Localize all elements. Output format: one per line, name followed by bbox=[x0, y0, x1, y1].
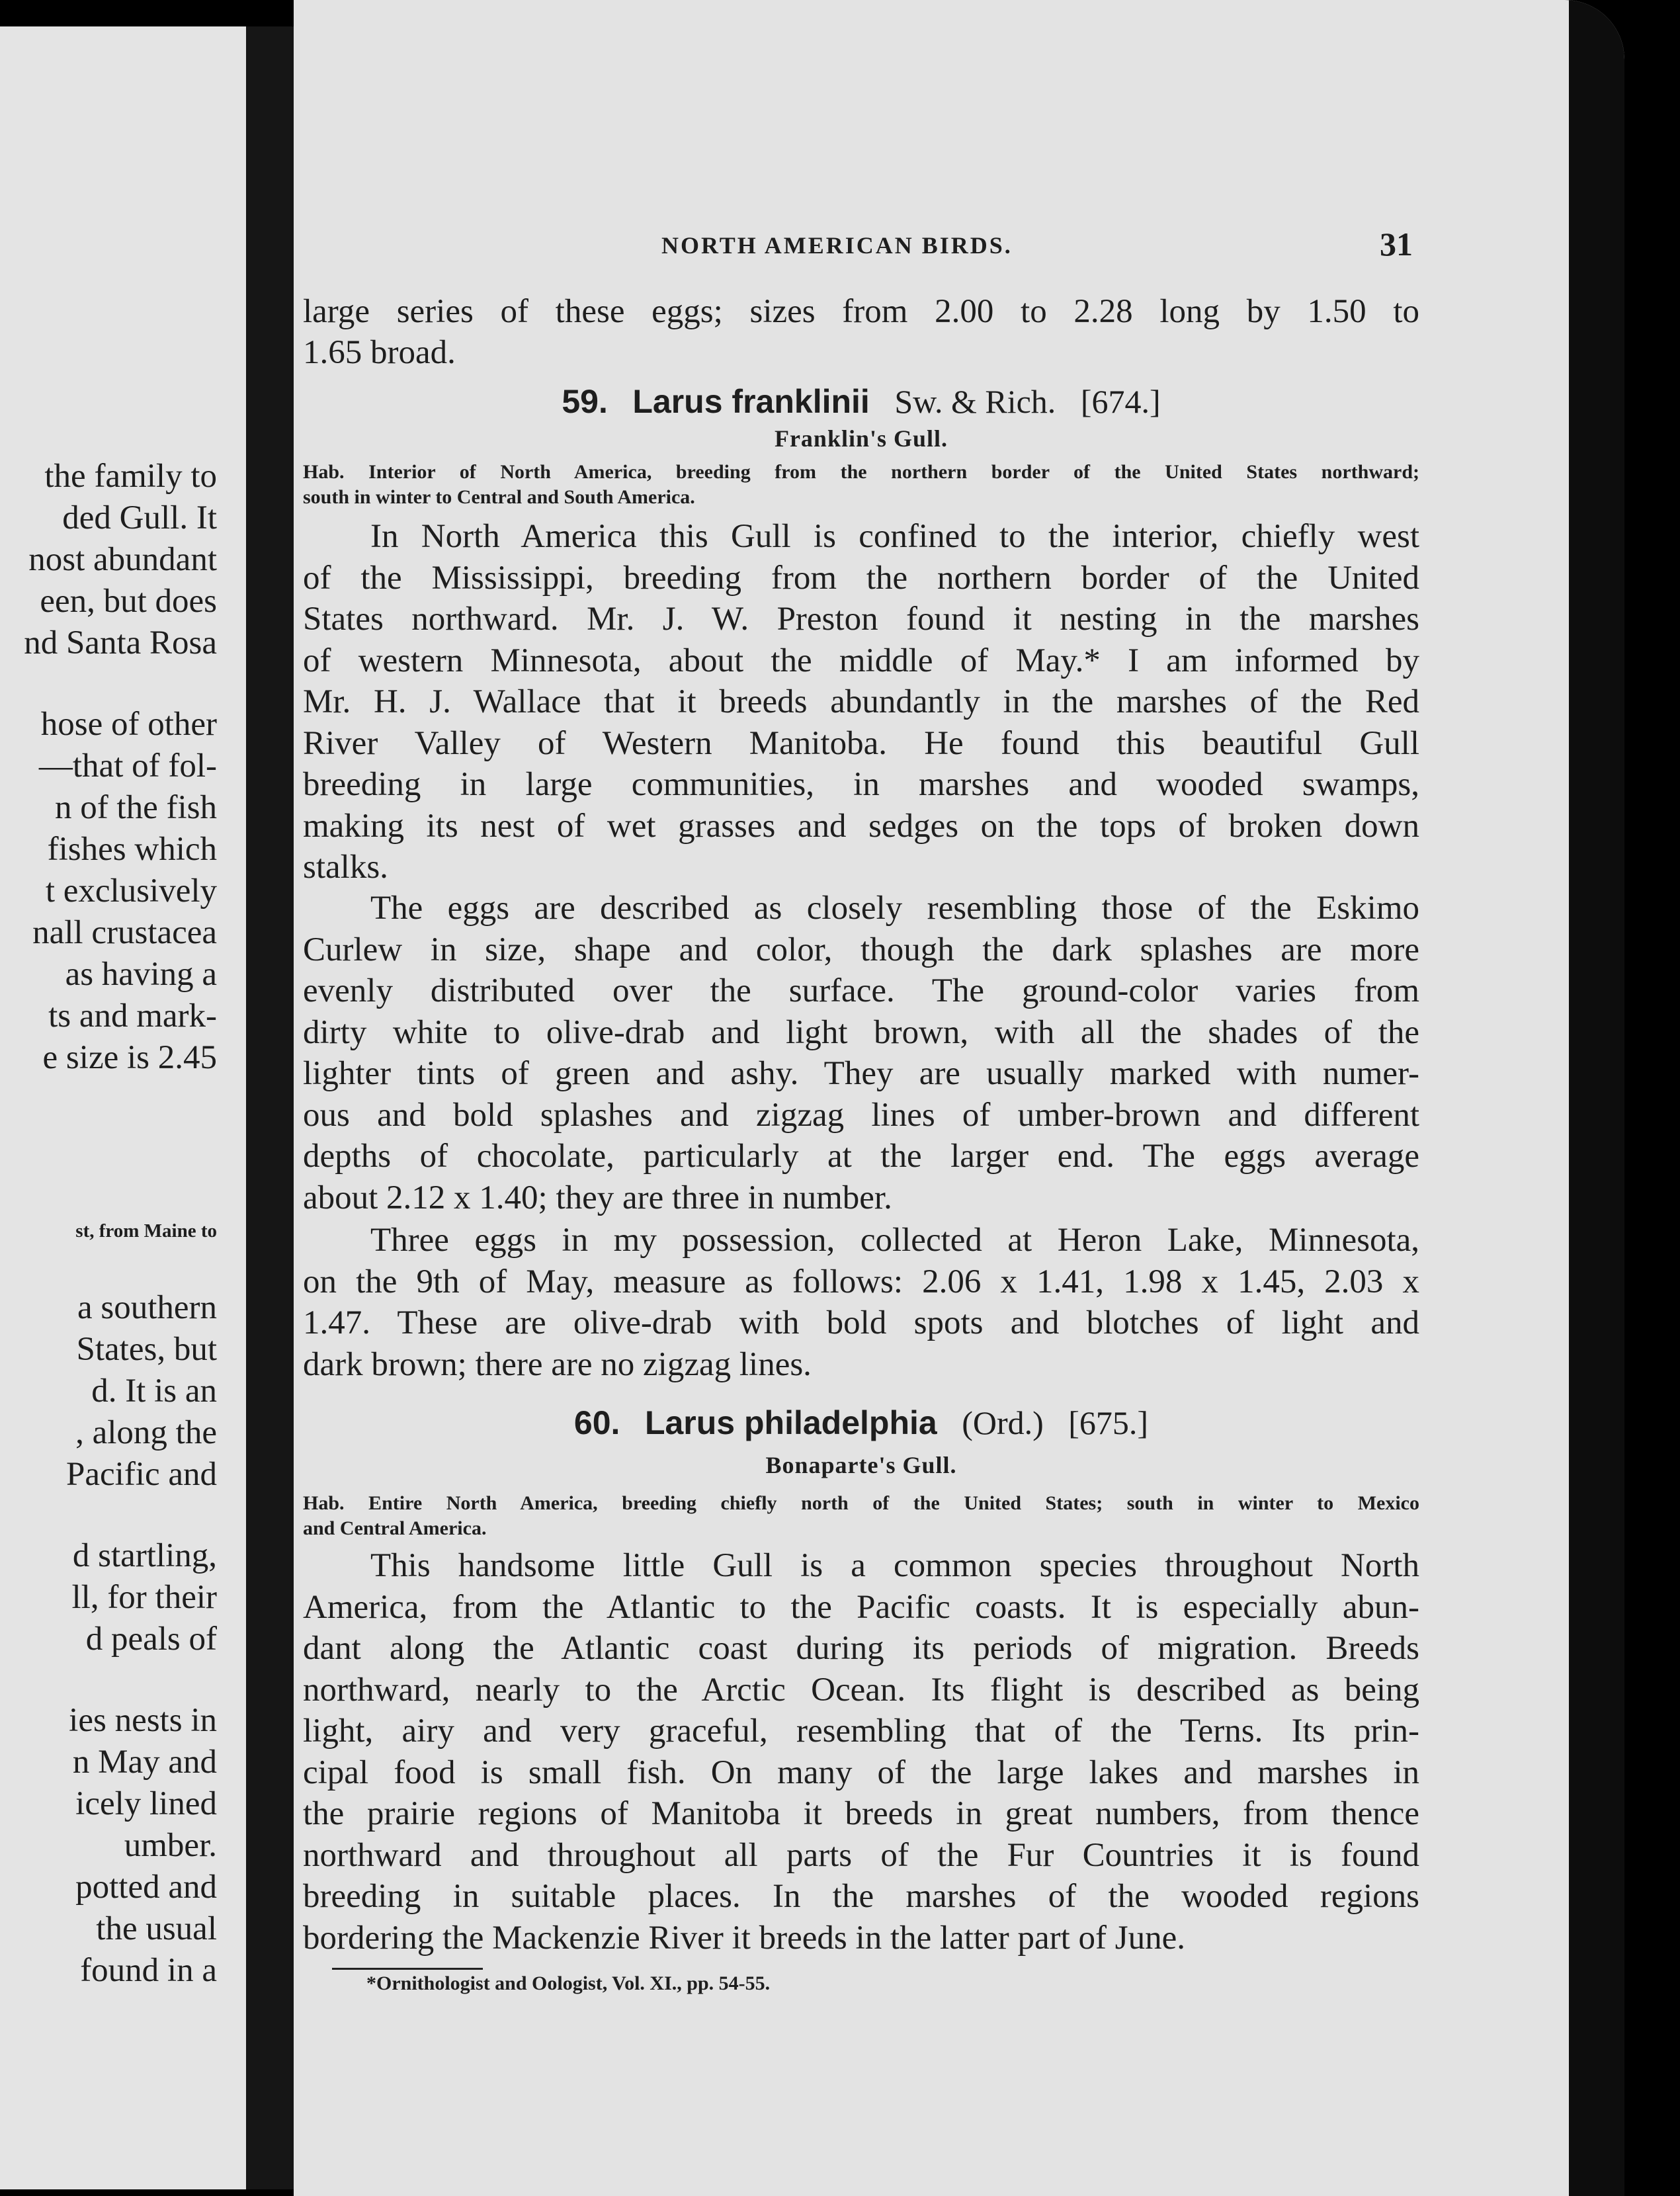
paragraph-line: light, airy and very graceful, resembling that of the Terns. Its prin- bbox=[303, 1712, 1419, 1750]
left-page-line: ies nests in bbox=[69, 1702, 217, 1739]
left-page-line: States, but bbox=[76, 1331, 217, 1368]
aou-number: [675.] bbox=[1068, 1404, 1149, 1441]
paragraph-line: Mr. H. J. Wallace that it breeds abundantly in the marshes of the Red bbox=[303, 683, 1419, 720]
habitat-line: Hab. Entire North America, breeding chiefly north of the United States; south in winter to Mexico bbox=[303, 1492, 1419, 1514]
left-page-line: the family to bbox=[44, 458, 217, 495]
left-page-line: e size is 2.45 bbox=[42, 1039, 217, 1076]
paragraph-line: River Valley of Western Manitoba. He found this beautiful Gull bbox=[303, 725, 1419, 762]
paragraph-line: depths of chocolate, particularly at the larger end. The eggs average bbox=[303, 1138, 1419, 1175]
left-page-line: umber. bbox=[124, 1827, 217, 1864]
species-authority: (Ord.) bbox=[962, 1404, 1044, 1441]
paragraph-line: dant along the Atlantic coast during its periods of migration. Breeds bbox=[303, 1630, 1419, 1667]
paragraph-line: breeding in suitable places. In the marshes of the wooded regions bbox=[303, 1878, 1419, 1915]
footnote-rule bbox=[332, 1968, 483, 1970]
paragraph-line: Three eggs in my possession, collected at Heron Lake, Minnesota, bbox=[370, 1222, 1419, 1259]
species-latin-name: Larus philadelphia bbox=[644, 1404, 937, 1441]
left-page-line: t exclusively bbox=[45, 872, 217, 909]
species-latin-name: Larus franklinii bbox=[632, 383, 870, 420]
paragraph-line: on the 9th of May, measure as follows: 2.06 x 1.41, 1.98 x 1.45, 2.03 x bbox=[303, 1263, 1419, 1300]
paragraph-line: ous and bold splashes and zigzag lines of umber-brown and different bbox=[303, 1097, 1419, 1134]
paragraph-line: 1.47. These are olive-drab with bold spots and blotches of light and bbox=[303, 1304, 1419, 1341]
paragraph-line: cipal food is small fish. On many of the large lakes and marshes in bbox=[303, 1754, 1419, 1791]
paragraph-line: This handsome little Gull is a common species throughout North bbox=[370, 1547, 1419, 1584]
habitat-line: south in winter to Central and South America. bbox=[303, 486, 695, 508]
paragraph-line: America, from the Atlantic to the Pacific coasts. It is especially abun- bbox=[303, 1589, 1419, 1626]
running-title: NORTH AMERICAN BIRDS. bbox=[661, 232, 1013, 259]
species-heading bbox=[303, 1402, 1419, 1443]
paragraph-line: of western Minnesota, about the middle of May.* I am informed by bbox=[303, 642, 1419, 679]
species-number: 60. bbox=[573, 1404, 620, 1441]
left-page-line: nost abundant bbox=[28, 541, 217, 578]
left-page-line: ts and mark- bbox=[48, 997, 217, 1035]
paragraph-line: bordering the Mackenzie River it breeds in the latter part of June. bbox=[303, 1920, 1186, 1957]
left-page-line: nall crustacea bbox=[32, 914, 217, 951]
book-gutter bbox=[246, 26, 294, 2189]
species-number: 59. bbox=[562, 383, 608, 420]
left-page-line: the usual bbox=[96, 1910, 217, 1947]
left-page-line: Pacific and bbox=[66, 1456, 217, 1493]
book-page-edge bbox=[1569, 0, 1624, 2196]
paragraph-line: northward, nearly to the Arctic Ocean. Its flight is described as being bbox=[303, 1671, 1419, 1709]
left-page-line: potted and bbox=[75, 1869, 217, 1906]
paragraph-line: evenly distributed over the surface. The ground-color varies from bbox=[303, 972, 1419, 1009]
left-page-line: as having a bbox=[65, 956, 217, 993]
page-number: 31 bbox=[1380, 226, 1413, 263]
paragraph-line: about 2.12 x 1.40; they are three in number. bbox=[303, 1179, 892, 1216]
left-page-line: ll, for their bbox=[71, 1579, 217, 1616]
habitat-line: and Central America. bbox=[303, 1517, 487, 1539]
common-name: Franklin's Gull. bbox=[774, 425, 948, 452]
left-page-line: n of the fish bbox=[54, 789, 217, 826]
left-page-line: d. It is an bbox=[91, 1372, 217, 1410]
paragraph-line: The eggs are described as closely resembling those of the Eskimo bbox=[370, 890, 1419, 927]
text-line: large series of these eggs; sizes from 2.00 to 2.28 long by 1.50 to bbox=[303, 293, 1419, 330]
left-page-line: d peals of bbox=[85, 1621, 217, 1658]
common-name: Bonaparte's Gull. bbox=[765, 1452, 957, 1478]
paragraph-line: breeding in large communities, in marshes and wooded swamps, bbox=[303, 766, 1419, 803]
species-authority: Sw. & Rich. bbox=[894, 383, 1056, 420]
right-page bbox=[294, 0, 1624, 2196]
left-page-hab-fragment: st, from Maine to bbox=[75, 1220, 217, 1242]
paragraph-line: In North America this Gull is confined to the interior, chiefly west bbox=[370, 518, 1419, 555]
species-heading bbox=[303, 381, 1419, 422]
text-line: 1.65 broad. bbox=[303, 334, 456, 371]
paragraph-line: making its nest of wet grasses and sedges on the tops of broken down bbox=[303, 808, 1419, 845]
left-page-line: ded Gull. It bbox=[62, 499, 217, 536]
footnote: *Ornithologist and Oologist, Vol. XI., pp. 54-55. bbox=[366, 1972, 771, 1994]
left-page-line: een, but does bbox=[40, 583, 217, 620]
habitat-line: Hab. Interior of North America, breeding from the northern border of the United States northward; bbox=[303, 461, 1419, 483]
left-page-line: n May and bbox=[72, 1744, 217, 1781]
paragraph-line: lighter tints of green and ashy. They are usually marked with numer- bbox=[303, 1055, 1419, 1092]
left-page-line: , along the bbox=[75, 1414, 217, 1451]
paragraph-line: the prairie regions of Manitoba it breeds in great numbers, from thence bbox=[303, 1795, 1419, 1832]
left-page-line: nd Santa Rosa bbox=[24, 624, 217, 661]
paragraph-line: Curlew in size, shape and color, though the dark splashes are more bbox=[303, 931, 1419, 968]
left-facing-page bbox=[0, 26, 246, 2189]
left-page-line: icely lined bbox=[75, 1785, 217, 1822]
paragraph-line: dark brown; there are no zigzag lines. bbox=[303, 1346, 812, 1383]
paragraph-line: northward and throughout all parts of the Fur Countries it is found bbox=[303, 1837, 1419, 1874]
left-page-line: —that of fol- bbox=[38, 747, 217, 784]
left-page-line: found in a bbox=[80, 1952, 217, 1989]
left-page-line: fishes which bbox=[47, 831, 217, 868]
paragraph-line: stalks. bbox=[303, 849, 388, 886]
aou-number: [674.] bbox=[1080, 383, 1161, 420]
paragraph-line: of the Mississippi, breeding from the northern border of the United bbox=[303, 560, 1419, 597]
paragraph-line: States northward. Mr. J. W. Preston found it nesting in the marshes bbox=[303, 601, 1419, 638]
left-page-line: hose of other bbox=[40, 706, 217, 743]
paragraph-line: dirty white to olive-drab and light brown, with all the shades of the bbox=[303, 1014, 1419, 1051]
left-page-line: a southern bbox=[77, 1289, 217, 1326]
left-page-line: d startling, bbox=[72, 1537, 217, 1574]
